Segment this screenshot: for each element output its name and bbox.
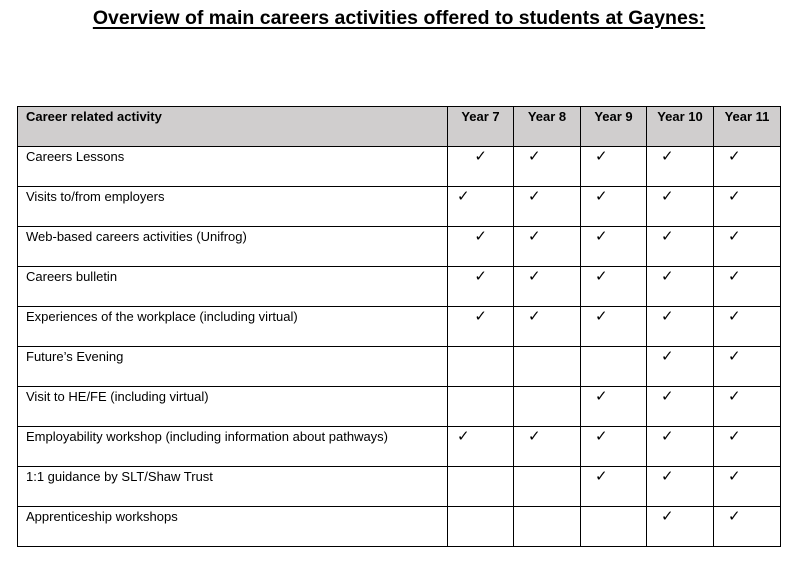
table-body [18,147,781,547]
table-row [18,347,781,387]
year-8-cell [514,427,581,467]
year-8-cell [514,187,581,227]
checkmark-icon: ✓ [528,307,541,325]
year-10-cell [647,227,714,267]
year-9-cell [581,507,647,547]
activity-cell: Visits to/from employers [18,187,448,227]
checkmark-icon: ✓ [661,507,674,525]
table-row [18,267,781,307]
checkmark-icon: ✓ [728,267,741,285]
activity-cell: Web-based careers activities (Unifrog) [18,227,448,267]
activity-cell: Apprenticeship workshops [18,507,448,547]
checkmark-icon: ✓ [595,227,608,245]
checkmark-icon: ✓ [474,307,487,325]
year-11-cell [714,387,781,427]
checkmark-icon: ✓ [728,347,741,365]
checkmark-icon: ✓ [528,427,541,445]
year-7-cell [448,347,514,387]
activity-cell: Experiences of the workplace (including virtual) [18,307,448,347]
table-row [18,227,781,267]
year-7-cell [448,467,514,507]
year-11-cell [714,187,781,227]
checkmark-icon: ✓ [728,467,741,485]
page-title: Overview of main careers activities offered to students at Gaynes: [92,7,706,29]
year-9-cell [581,147,647,187]
checkmark-icon: ✓ [595,307,608,325]
checkmark-icon: ✓ [528,147,541,165]
year-10-cell [647,427,714,467]
year-7-cell [448,307,514,347]
checkmark-icon: ✓ [661,347,674,365]
year-10-cell [647,387,714,427]
table-row [18,187,781,227]
year-11-cell [714,227,781,267]
year-9-cell [581,427,647,467]
year-7-cell [448,147,514,187]
checkmark-icon: ✓ [728,507,741,525]
year-10-cell [647,267,714,307]
year-10-cell [647,147,714,187]
checkmark-icon: ✓ [528,227,541,245]
column-header-activity: Career related activity [18,107,448,147]
year-11-cell [714,507,781,547]
year-11-cell [714,147,781,187]
table-row [18,307,781,347]
checkmark-icon: ✓ [457,427,470,445]
year-11-cell [714,427,781,467]
checkmark-icon: ✓ [728,307,741,325]
table-row [18,507,781,547]
year-10-cell [647,467,714,507]
checkmark-icon: ✓ [474,267,487,285]
checkmark-icon: ✓ [595,427,608,445]
year-8-cell [514,347,581,387]
checkmark-icon: ✓ [661,467,674,485]
column-header-year-8: Year 8 [514,107,581,147]
year-7-cell [448,427,514,467]
checkmark-icon: ✓ [661,427,674,445]
checkmark-icon: ✓ [595,387,608,405]
checkmark-icon: ✓ [595,147,608,165]
checkmark-icon: ✓ [595,267,608,285]
year-7-cell [448,267,514,307]
activity-cell: Careers Lessons [18,147,448,187]
year-8-cell [514,267,581,307]
year-9-cell [581,187,647,227]
year-8-cell [514,467,581,507]
checkmark-icon: ✓ [528,267,541,285]
checkmark-icon: ✓ [728,427,741,445]
table-row [18,467,781,507]
checkmark-icon: ✓ [728,187,741,205]
table-row [18,427,781,467]
column-header-year-11: Year 11 [714,107,781,147]
activity-cell: Visit to HE/FE (including virtual) [18,387,448,427]
checkmark-icon: ✓ [661,187,674,205]
checkmark-icon: ✓ [728,227,741,245]
year-10-cell [647,307,714,347]
year-10-cell [647,507,714,547]
year-11-cell [714,347,781,387]
activity-cell: 1:1 guidance by SLT/Shaw Trust [18,467,448,507]
column-header-year-7: Year 7 [448,107,514,147]
year-9-cell [581,227,647,267]
checkmark-icon: ✓ [595,467,608,485]
checkmark-icon: ✓ [728,147,741,165]
year-8-cell [514,387,581,427]
checkmark-icon: ✓ [661,147,674,165]
year-8-cell [514,507,581,547]
year-8-cell [514,147,581,187]
checkmark-icon: ✓ [474,147,487,165]
careers-activities-table [17,106,781,547]
year-9-cell [581,267,647,307]
checkmark-icon: ✓ [661,227,674,245]
year-11-cell [714,307,781,347]
year-10-cell [647,347,714,387]
checkmark-icon: ✓ [661,387,674,405]
year-11-cell [714,267,781,307]
year-7-cell [448,507,514,547]
column-header-year-10: Year 10 [647,107,714,147]
year-9-cell [581,307,647,347]
year-9-cell [581,347,647,387]
checkmark-icon: ✓ [457,187,470,205]
table-row [18,147,781,187]
year-9-cell [581,467,647,507]
year-10-cell [647,187,714,227]
activity-cell: Future’s Evening [18,347,448,387]
column-header-year-9: Year 9 [581,107,647,147]
year-7-cell [448,227,514,267]
year-8-cell [514,307,581,347]
checkmark-icon: ✓ [728,387,741,405]
checkmark-icon: ✓ [474,227,487,245]
checkmark-icon: ✓ [661,307,674,325]
table-header-row [18,107,781,147]
year-9-cell [581,387,647,427]
checkmark-icon: ✓ [528,187,541,205]
year-11-cell [714,467,781,507]
activity-cell: Careers bulletin [18,267,448,307]
year-8-cell [514,227,581,267]
table-row [18,387,781,427]
year-7-cell [448,387,514,427]
checkmark-icon: ✓ [661,267,674,285]
checkmark-icon: ✓ [595,187,608,205]
year-7-cell [448,187,514,227]
activity-cell: Employability workshop (including information about pathways) [18,427,448,467]
